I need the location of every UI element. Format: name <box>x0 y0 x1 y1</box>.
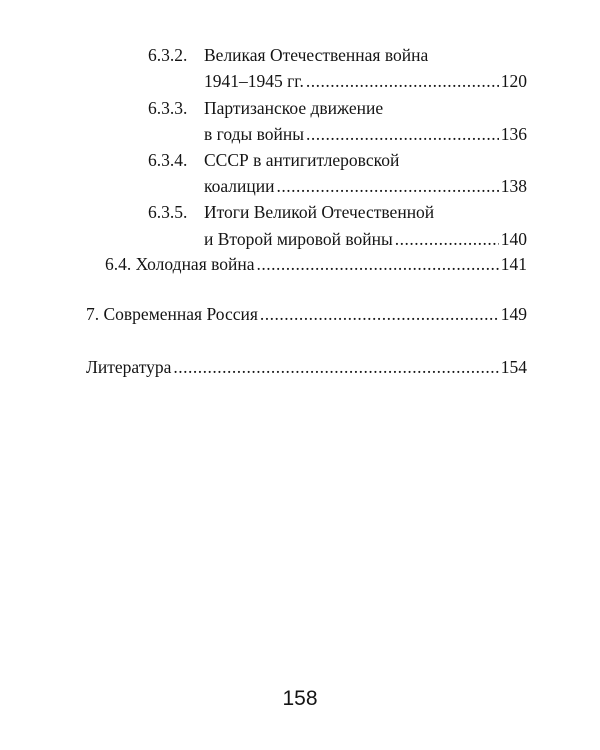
dot-leader <box>306 121 499 147</box>
toc-entry-7 <box>86 301 527 327</box>
toc-entry-6-3-2-continuation <box>204 68 527 94</box>
toc-entry-6-3-3-title <box>148 95 528 121</box>
toc-page-number: 120 <box>500 71 527 91</box>
toc-entry-number: 6.3.5. <box>148 202 188 222</box>
toc-page-number: 138 <box>500 176 527 196</box>
toc-entry-number: 6.3.4. <box>148 150 188 170</box>
toc-entry-title-continuation: в годы войны <box>204 124 305 144</box>
toc-entry-6-3-2-title <box>148 42 528 68</box>
toc-entry-number: 6.3.2. <box>148 45 188 65</box>
toc-entry-number: 6.3.3. <box>148 98 188 118</box>
toc-page-number: 140 <box>500 229 527 249</box>
toc-page-number: 136 <box>500 124 527 144</box>
toc-page-number: 141 <box>500 254 527 274</box>
toc-entry-title: Итоги Великой Отечественной <box>204 202 435 222</box>
dot-leader <box>257 251 499 277</box>
dot-leader <box>173 354 498 380</box>
toc-entry-6-3-4-continuation <box>204 173 527 199</box>
dot-leader <box>276 173 498 199</box>
toc-entry-title-continuation: 1941–1945 гг. <box>204 71 304 91</box>
toc-entry-title: 7. Современная Россия <box>86 304 258 324</box>
toc-entry-title: Великая Отечественная война <box>204 45 429 65</box>
toc-entry-title-continuation: коалиции <box>204 176 275 196</box>
toc-entry-6-3-3-continuation <box>204 121 527 147</box>
dot-leader <box>306 68 499 94</box>
toc-entry-title: Партизанское движение <box>204 98 384 118</box>
toc-page-number: 149 <box>500 304 527 324</box>
dot-leader <box>260 301 499 327</box>
toc-entry-literature <box>86 354 527 380</box>
toc-entry-title-continuation: и Второй мировой войны <box>204 229 393 249</box>
dot-leader <box>395 226 499 252</box>
page-number: 158 <box>282 687 318 710</box>
toc-entry-6-3-4-title <box>148 147 528 173</box>
toc-page-number: 154 <box>500 357 527 377</box>
toc-entry-6-3-5-title <box>148 199 528 225</box>
toc-entry-title: СССР в антигитлеровской <box>204 150 400 170</box>
toc-entry-6-3-5-continuation <box>204 226 527 252</box>
toc-entry-title: Литература <box>86 357 172 377</box>
toc-entry-title: 6.4. Холодная война <box>105 254 255 274</box>
toc-entry-6-4 <box>105 251 527 277</box>
